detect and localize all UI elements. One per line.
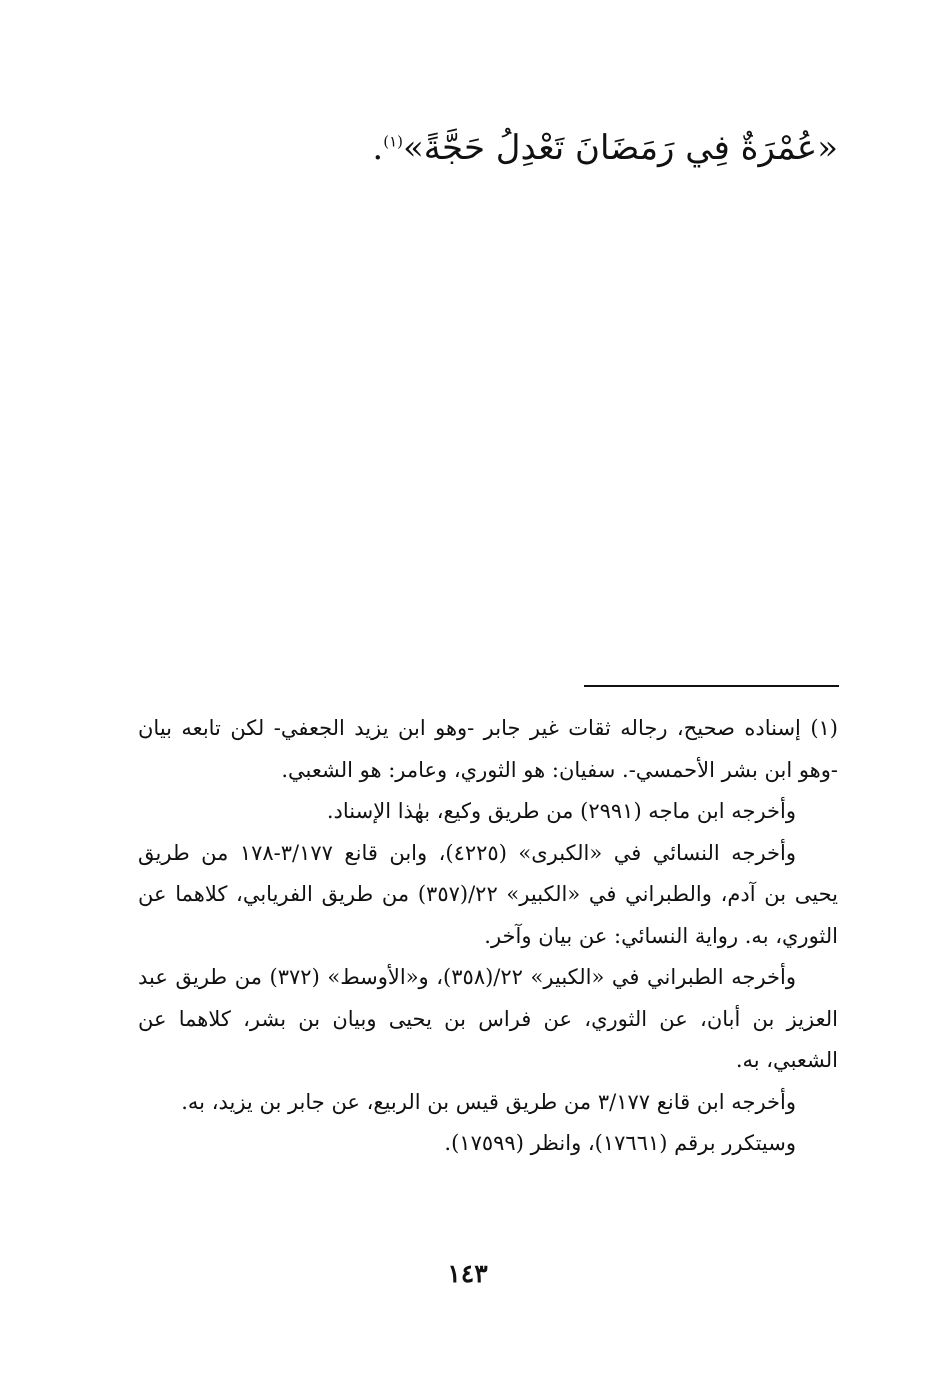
footnote-reference: (١) bbox=[383, 132, 403, 151]
footnote-paragraph: (١) إسناده صحيح، رجاله ثقات غير جابر -وهو ابن يزيد الجعفي- لكن تابعه بيان -وهو ابن بشر الأحمسي-. سفيان: هو الثوري، وعامر: هو الشعبي. bbox=[138, 716, 838, 782]
footnote-paragraph: وأخرجه ابن ماجه (٢٩٩١) من طريق وكيع، بهٰذا الإسناد. bbox=[326, 799, 796, 823]
footnote-paragraph: وأخرجه النسائي في «الكبرى» (٤٢٢٥)، وابن قانع ٣/١٧٧-١٧٨ من طريق يحيى بن آدم، والطبراني في «الكبير» ٢٢/(٣٥٧) من طريق الفريابي، كلاهما عن الثوري، به. رواية النسائي: عن بيان وآخر. bbox=[138, 840, 838, 948]
footnote-paragraph: وأخرجه ابن قانع ٣/١٧٧ من طريق قيس بن الربيع، عن جابر بن يزيد، به. bbox=[181, 1089, 796, 1114]
footnotes-section bbox=[138, 708, 838, 1165]
footnote-paragraph: وسيتكرر برقم (١٧٦٦١)، وانظر (١٧٥٩٩). bbox=[444, 1131, 796, 1155]
footnote-divider bbox=[584, 685, 839, 687]
hadith-end-punctuation: . bbox=[372, 128, 384, 168]
footnote-paragraph: وأخرجه الطبراني في «الكبير» ٢٢/(٣٥٨)، و«الأوسط» (٣٧٢) من طريق عبد العزيز بن أبان، عن الثوري، عن فراس بن يحيى وبيان بن بشر، كلاهما عن الشعبي، به. bbox=[138, 965, 838, 1072]
hadith-body: «عُمْرَةٌ فِي رَمَضَانَ تَعْدِلُ حَجَّةً» bbox=[403, 128, 838, 168]
hadith-text bbox=[138, 122, 838, 174]
page-number: ١٤٣ bbox=[447, 1259, 488, 1288]
